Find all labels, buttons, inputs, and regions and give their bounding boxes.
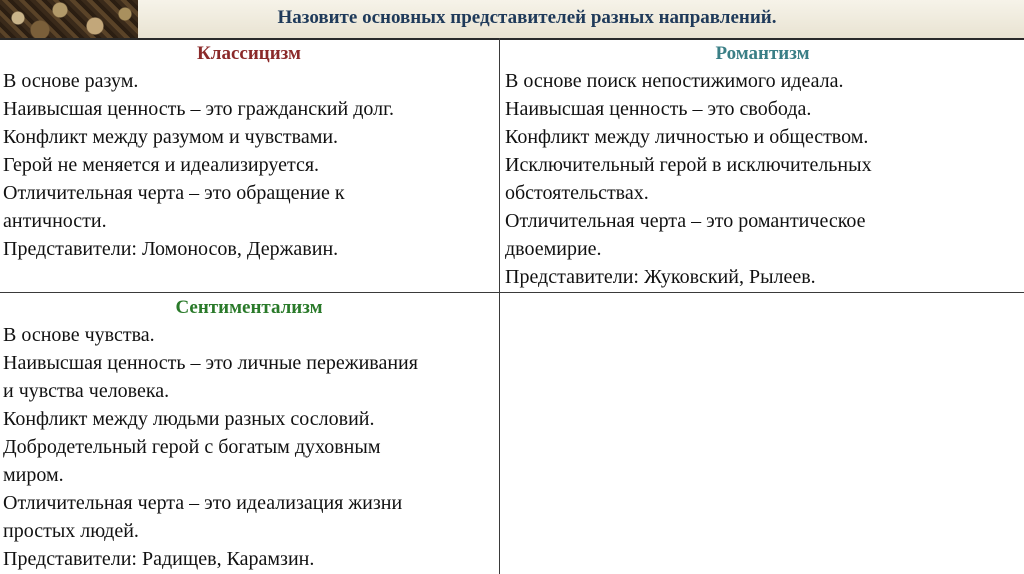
sentimentalism-line: и чувства человека. (3, 380, 170, 402)
cell-classicism (3, 41, 495, 263)
classicism-line: Отличительная черта – это обращение к (3, 182, 345, 204)
romanticism-line: Представители: Жуковский, Рылеев. (505, 266, 816, 288)
sentimentalism-line: простых людей. (3, 520, 139, 542)
classicism-line: Представители: Ломоносов, Державин. (3, 238, 339, 260)
table-vertical-divider (499, 38, 500, 574)
cell-romanticism (505, 41, 1020, 291)
classicism-line: Конфликт между разумом и чувствами. (3, 126, 339, 148)
slide-header (0, 0, 1024, 40)
heading-sentimentalism: Сентиментализм (175, 297, 323, 318)
heading-classicism: Классицизм (197, 43, 301, 64)
sentimentalism-line: Наивысшая ценность – это личные переживания (3, 352, 418, 374)
sentimentalism-line: миром. (3, 464, 64, 486)
romanticism-line: В основе поиск непостижимого идеала. (505, 70, 844, 92)
sentimentalism-line: В основе чувства. (3, 324, 155, 346)
sentimentalism-line: Представители: Радищев, Карамзин. (3, 548, 315, 570)
romanticism-line: Конфликт между личностью и обществом. (505, 126, 869, 148)
sentimentalism-line: Отличительная черта – это идеализация жизни (3, 492, 403, 514)
heading-romanticism: Романтизм (715, 43, 810, 64)
classicism-line: Наивысшая ценность – это гражданский долг. (3, 98, 395, 120)
classicism-line: античности. (3, 210, 107, 232)
sentimentalism-line: Конфликт между людьми разных сословий. (3, 408, 375, 430)
romanticism-line: Наивысшая ценность – это свобода. (505, 98, 812, 120)
classicism-line: В основе разум. (3, 70, 139, 92)
cell-empty (505, 295, 1020, 574)
sentimentalism-line: Добродетельный герой с богатым духовным (3, 436, 381, 458)
romanticism-line: двоемирие. (505, 238, 602, 260)
table-horizontal-divider (0, 292, 1024, 293)
romanticism-line: Исключительный герой в исключительных (505, 154, 872, 176)
ornament-icon (0, 0, 138, 38)
cell-sentimentalism (3, 295, 495, 573)
classicism-line: Герой не меняется и идеализируется. (3, 154, 320, 176)
page-title: Назовите основных представителей разных направлений. (277, 7, 777, 28)
romanticism-line: обстоятельствах. (505, 182, 649, 204)
romanticism-line: Отличительная черта – это романтическое (505, 210, 866, 232)
